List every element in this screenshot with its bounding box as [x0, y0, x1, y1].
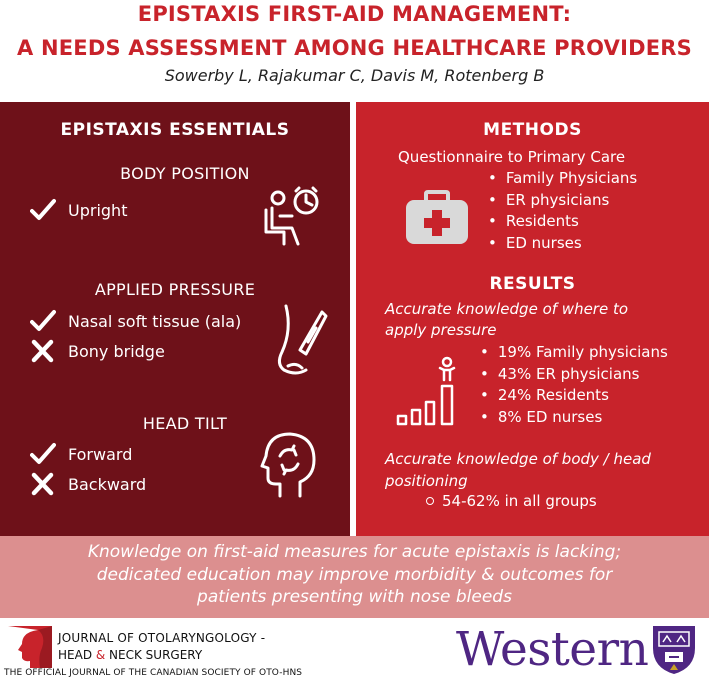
journal-amp: & [95, 648, 106, 662]
conclusion-banner [0, 536, 709, 618]
journal-logo-icon [8, 626, 52, 668]
results-pressure-intro-1: Accurate knowledge of where to [385, 300, 629, 318]
head-tilt-item-1: Forward [68, 444, 133, 464]
check-icon [30, 442, 56, 466]
results-pressure-list [480, 342, 668, 428]
head-tilt-label: HEAD TILT [142, 414, 228, 433]
conclusion-line-2: dedicated education may improve morbidity & outcomes for [96, 564, 613, 585]
methods-heading: METHODS [483, 120, 582, 140]
essentials-heading: EPISTAXIS ESSENTIALS [60, 120, 290, 140]
head-rotate-icon [258, 428, 320, 500]
journal-title-line-2 [58, 648, 202, 662]
list-item: • Residents [488, 211, 637, 233]
body-position-label: BODY POSITION [120, 164, 250, 183]
results-position-intro-2: positioning [385, 472, 468, 490]
head-tilt-item-2: Backward [68, 474, 147, 494]
hollow-bullet-icon [426, 497, 434, 505]
first-aid-kit-icon [404, 190, 470, 246]
pressure-item-1: Nasal soft tissue (ala) [68, 311, 242, 331]
results-position-intro-1: Accurate knowledge of body / head [385, 450, 651, 468]
methods-list [488, 168, 637, 254]
list-item: • ER physicians [488, 190, 637, 212]
pressure-bony-bridge [30, 339, 165, 363]
methods-intro: Questionnaire to Primary Care [398, 148, 626, 166]
journal-head-text: HEAD [58, 648, 96, 662]
methods-results-panel [356, 102, 709, 536]
pressure-nasal-soft-tissue [30, 309, 241, 333]
head-tilt-forward [30, 442, 132, 466]
growth-bars-icon [396, 354, 462, 426]
head-tilt-backward [30, 472, 146, 496]
cross-icon [30, 472, 56, 496]
results-position-item [426, 492, 597, 510]
seated-person-clock-icon [262, 186, 324, 248]
nose-pinch-icon [270, 302, 328, 380]
list-item: • ED nurses [488, 233, 637, 255]
results-heading: RESULTS [489, 274, 576, 294]
applied-pressure-label: APPLIED PRESSURE [94, 280, 256, 299]
check-icon [30, 198, 56, 222]
list-item: • 19% Family physicians [480, 342, 668, 364]
results-position-value: 54-62% in all groups [442, 492, 597, 510]
cross-icon [30, 339, 56, 363]
journal-subtitle: THE OFFICIAL JOURNAL OF THE CANADIAN SOCIETY OF OTO-HNS [4, 668, 303, 678]
check-icon [30, 309, 56, 333]
pressure-item-2: Bony bridge [68, 341, 165, 361]
list-item: • 24% Residents [480, 385, 668, 407]
body-position-upright [30, 198, 127, 222]
list-item: • Family Physicians [488, 168, 637, 190]
journal-neck-text: NECK SURGERY [105, 648, 203, 662]
conclusion-line-3: patients presenting with nose bleeds [197, 587, 512, 607]
body-position-item: Upright [68, 200, 128, 220]
essentials-panel [0, 102, 350, 536]
western-crest-icon [651, 624, 697, 676]
authors: Sowerby L, Rajakumar C, Davis M, Rotenberg B [164, 66, 545, 85]
title-line-2: A NEEDS ASSESSMENT AMONG HEALTHCARE PROVIDERS [17, 36, 692, 60]
list-item: • 43% ER physicians [480, 364, 668, 386]
western-wordmark: Western [456, 622, 649, 677]
results-pressure-intro-2: apply pressure [385, 321, 497, 339]
title-line-1: EPISTAXIS FIRST-AID MANAGEMENT: [137, 2, 572, 26]
list-item: • 8% ED nurses [480, 407, 668, 429]
conclusion-line-1: Knowledge on first-aid measures for acute epistaxis is lacking; [87, 542, 622, 562]
journal-title-line-1: JOURNAL OF OTOLARYNGOLOGY - [58, 631, 266, 645]
